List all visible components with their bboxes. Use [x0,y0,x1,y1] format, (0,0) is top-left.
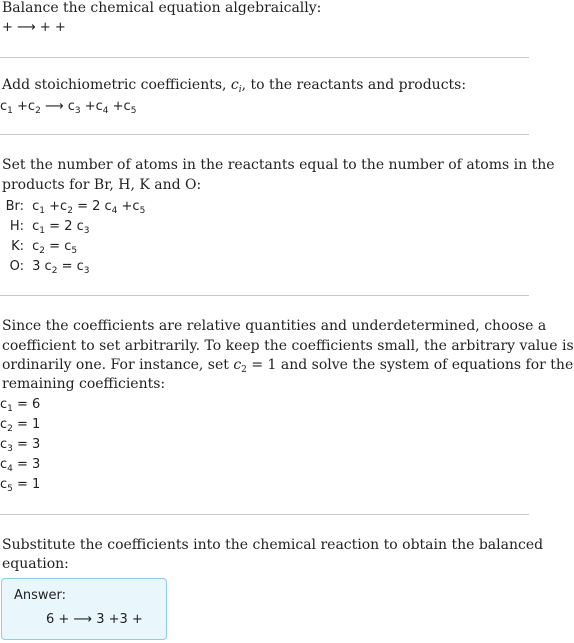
term-subscript: 3 [83,226,90,236]
divider [0,295,529,296]
answer-box [1,578,167,640]
term-subscript: 1 [7,106,13,116]
variable-subscript: i [238,85,242,95]
coefficients-heading [2,77,466,94]
term-subscript: 4 [111,206,118,216]
atom-equation-row [0,219,89,234]
variable-c: c [230,77,239,93]
unbalanced-equation: + ⟶ + + [2,20,66,35]
atom-equation-row [0,259,89,274]
paragraph-text: ordinarily one. For instance, set [2,357,234,373]
variable-subscript: 4 [7,464,13,474]
term-subscript: 5 [139,206,146,216]
solve-paragraph-line: Since the coefficients are relative quantities and underdetermined, choose a [2,318,547,334]
element-label: K: [11,239,24,254]
heading-text: Add stoichiometric coefficients, [2,77,231,93]
term-subscript: 5 [130,106,137,116]
variable: c [0,437,8,452]
variable-subscript: 1 [7,404,13,414]
term-subscript: 1 [39,226,46,236]
term: +c [45,199,68,214]
term: c [32,219,40,234]
term-subscript: 2 [51,266,58,276]
solution-row [0,417,40,432]
variable: c [0,417,8,432]
substitute-paragraph-line: equation: [2,556,69,572]
term: c [32,239,40,254]
variable-subscript: 5 [7,484,13,494]
term: = 2 c [72,199,112,214]
solve-paragraph-line: remaining coefficients: [2,376,166,392]
value: = 1 [12,477,41,492]
value: = 1 [12,417,41,432]
value: = 3 [12,437,41,452]
intro-heading: Balance the chemical equation algebraically: [2,0,322,16]
term-subscript: 3 [74,106,81,116]
atom-equation-row [0,199,145,214]
balanced-equation: 6 + ⟶ 3 +3 + [46,612,143,627]
solution-row [0,437,40,452]
atoms-paragraph-line: products for Br, H, K and O: [2,177,202,193]
variable-subscript: 2 [7,424,13,434]
term: +c [80,99,103,114]
element-label: H: [9,219,24,234]
element-label: O: [9,259,24,274]
element-label: Br: [5,199,24,214]
divider [0,134,529,135]
variable: c [0,477,8,492]
divider [0,57,529,58]
divider [0,514,529,515]
solution-row [0,477,40,492]
variable: c [0,397,8,412]
solution-row [0,457,40,472]
paragraph-text: = 1 and solve the system of equations for the [246,357,574,373]
term: +c [108,99,131,114]
value: = 3 [12,457,41,472]
term: +c [117,199,140,214]
solve-paragraph-line [2,357,573,374]
term: 3 c [32,259,52,274]
term: c [32,199,40,214]
term: c [0,99,8,114]
term-subscript: 5 [71,246,78,256]
term: ⟶ c [40,99,75,114]
solve-paragraph-line: coefficient to set arbitrarily. To keep the coefficients small, the arbitrary value is [2,338,574,354]
atom-equation-row [0,239,77,254]
term: = c [57,259,84,274]
variable: c [0,457,8,472]
term: +c [12,99,36,114]
solution-row [0,397,40,412]
term-subscript: 2 [39,246,46,256]
variable-subscript: 3 [7,444,13,454]
coefficient-equation [0,99,136,114]
substitute-paragraph-line: Substitute the coefficients into the chemical reaction to obtain the balanced [2,537,544,553]
term: = 2 c [45,219,84,234]
value: = 6 [12,397,41,412]
term: = c [45,239,72,254]
variable-c: c [233,357,242,373]
term-subscript: 3 [83,266,90,276]
term-subscript: 2 [35,106,41,116]
variable-subscript: 2 [241,365,247,375]
term-subscript: 1 [39,206,46,216]
term-subscript: 4 [102,106,109,116]
atoms-paragraph-line: Set the number of atoms in the reactants equal to the number of atoms in the [2,157,555,173]
answer-label: Answer: [14,588,67,603]
term-subscript: 2 [67,206,73,216]
heading-text: , to the reactants and products: [241,77,467,93]
